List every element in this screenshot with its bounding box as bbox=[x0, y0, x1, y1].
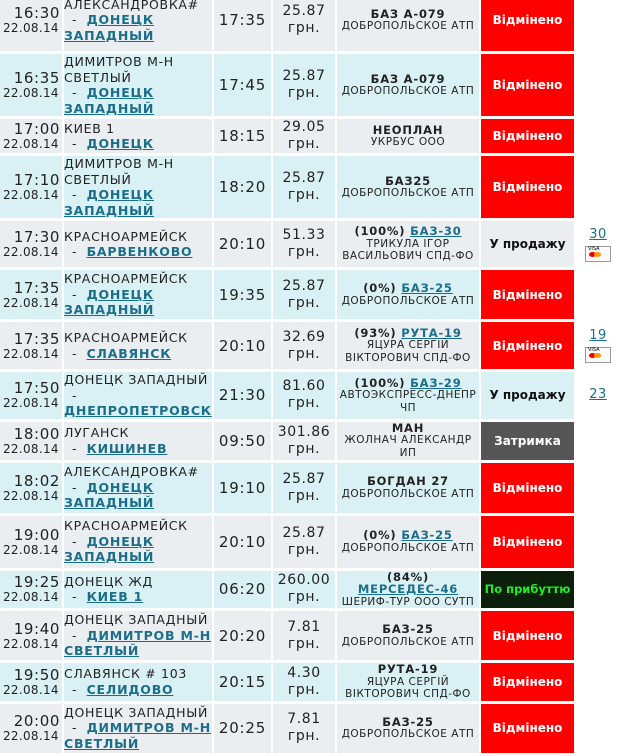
route-destination-link[interactable]: ДИМИТРОВ М-Н СВЕТЛЫЙ bbox=[64, 720, 211, 751]
extra-cell bbox=[576, 372, 620, 419]
table-row bbox=[0, 221, 620, 267]
arrival-time: 20:10 bbox=[214, 322, 273, 369]
bus-model-link[interactable]: БАЗ-29 bbox=[410, 375, 462, 390]
price-currency: грн. bbox=[287, 85, 321, 101]
price-cell bbox=[273, 372, 337, 419]
credit-card-icon[interactable] bbox=[585, 347, 611, 363]
price-cell bbox=[273, 663, 337, 701]
price-currency: грн. bbox=[287, 244, 321, 260]
table-row bbox=[0, 463, 620, 513]
carrier-name: ШЕРИФ-ТУР ООО СУТП bbox=[341, 595, 475, 608]
arrival-time: 20:10 bbox=[214, 516, 273, 568]
route-destination-link[interactable]: КИЕВ 1 bbox=[86, 589, 144, 605]
price-cell bbox=[273, 611, 337, 660]
route-cell: АЛЕКСАНДРОВКА# - ДОНЕЦК ЗАПАДНЫЙ bbox=[64, 0, 214, 51]
route-origin: КРАСНОАРМЕЙСК bbox=[64, 228, 188, 244]
bus-cell bbox=[337, 516, 481, 568]
price-value: 25.87 bbox=[282, 3, 326, 19]
bus-cell bbox=[337, 571, 481, 609]
route-destination-link[interactable]: ДИМИТРОВ М-Н СВЕТЛЫЙ bbox=[64, 627, 211, 659]
carrier-name: ЯЦУРА СЕРГІЙ ВІКТОРОВИЧ СПД-ФО bbox=[345, 339, 471, 364]
bus-cell bbox=[337, 611, 481, 660]
price-value: 25.87 bbox=[282, 277, 326, 294]
status-badge: У продажу bbox=[481, 221, 576, 267]
departure-date: 22.08.14 bbox=[3, 636, 59, 651]
departure-cell bbox=[0, 463, 64, 513]
departure-cell bbox=[0, 221, 64, 267]
status-badge: Відмінено bbox=[481, 516, 576, 568]
bus-cell bbox=[337, 704, 481, 753]
departure-date: 22.08.14 bbox=[3, 488, 59, 503]
departure-date: 22.08.14 bbox=[3, 137, 59, 151]
route-origin: ДИМИТРОВ М-Н СВЕТЛЫЙ bbox=[64, 156, 174, 187]
departure-date: 22.08.14 bbox=[3, 21, 59, 35]
route-cell: ДИМИТРОВ М-Н СВЕТЛЫЙ - ДОНЕЦК ЗАПАДНЫЙ bbox=[64, 156, 214, 218]
route-cell: КИЕВ 1 - ДОНЕЦК bbox=[64, 119, 214, 153]
status-badge: По прибуттю bbox=[481, 571, 576, 609]
route-destination-link[interactable]: ДОНЕЦК ЗАПАДНЫЙ bbox=[64, 85, 155, 116]
departure-time: 17:35 bbox=[13, 278, 60, 297]
departure-cell bbox=[0, 571, 64, 609]
extra-cell bbox=[576, 221, 620, 267]
route-origin: АЛЕКСАНДРОВКА# bbox=[64, 464, 199, 480]
extra-cell bbox=[576, 270, 620, 319]
price-currency: грн. bbox=[287, 294, 321, 311]
bus-model-link[interactable]: БАЗ-25 bbox=[401, 528, 453, 542]
bus-model: БАЗ-25 bbox=[382, 714, 434, 729]
arrival-time: 21:30 bbox=[214, 372, 273, 419]
price-cell bbox=[273, 156, 337, 218]
departure-cell bbox=[0, 663, 64, 701]
arrival-time: 06:20 bbox=[214, 571, 273, 609]
route-destination-link[interactable]: БАРВЕНКОВО bbox=[86, 244, 193, 259]
price-cell bbox=[273, 704, 337, 753]
status-badge: Затримка bbox=[481, 422, 576, 460]
price-currency: грн. bbox=[287, 681, 321, 698]
departure-date: 22.08.14 bbox=[3, 542, 59, 557]
carrier-name: ДОБРОПОЛЬСКОЕ АТП bbox=[341, 541, 475, 554]
seats-available-link[interactable]: 23 bbox=[589, 387, 607, 403]
departure-date: 22.08.14 bbox=[3, 86, 59, 100]
departure-cell bbox=[0, 270, 64, 319]
price-cell bbox=[273, 221, 337, 267]
price-currency: грн. bbox=[287, 187, 321, 203]
table-row bbox=[0, 422, 620, 460]
credit-card-icon[interactable] bbox=[585, 246, 611, 262]
price-currency: грн. bbox=[287, 395, 321, 412]
bus-cell bbox=[337, 119, 481, 153]
extra-cell bbox=[576, 119, 620, 153]
price-currency: грн. bbox=[287, 440, 321, 457]
bus-cell bbox=[337, 322, 481, 369]
departure-date: 22.08.14 bbox=[3, 396, 59, 411]
departure-cell bbox=[0, 372, 64, 419]
route-origin: ДИМИТРОВ М-Н СВЕТЛЫЙ bbox=[64, 54, 174, 85]
route-destination-link[interactable]: КИШИНЕВ bbox=[86, 440, 168, 456]
departure-date: 22.08.14 bbox=[3, 441, 59, 456]
seat-load: (84%) bbox=[386, 569, 430, 584]
extra-cell bbox=[576, 571, 620, 609]
price-value: 29.05 bbox=[282, 119, 326, 135]
table-row bbox=[0, 156, 620, 218]
bus-model-link[interactable]: БАЗ-25 bbox=[401, 281, 453, 295]
departure-date: 22.08.14 bbox=[3, 295, 59, 310]
route-cell: АЛЕКСАНДРОВКА# - ДОНЕЦК ЗАПАДНЫЙ bbox=[64, 463, 214, 513]
route-origin: КРАСНОАРМЕЙСК bbox=[64, 330, 188, 345]
card-icon-label: VISA bbox=[588, 347, 600, 353]
table-row bbox=[0, 372, 620, 419]
departure-time: 17:35 bbox=[13, 329, 60, 348]
route-cell: КРАСНОАРМЕЙСК - ДОНЕЦК ЗАПАДНЫЙ bbox=[64, 516, 214, 568]
carrier-name: ЖОЛНАЧ АЛЕКСАНДР ИП bbox=[344, 434, 472, 459]
route-destination-link[interactable]: ДНЕПРОПЕТРОВСК bbox=[64, 403, 212, 418]
departure-date: 22.08.14 bbox=[3, 245, 59, 259]
arrival-time: 17:45 bbox=[214, 54, 273, 116]
seats-available-link[interactable]: 19 bbox=[589, 328, 607, 343]
bus-cell bbox=[337, 156, 481, 218]
departure-time: 17:30 bbox=[13, 228, 60, 246]
status-badge: Відмінено bbox=[481, 322, 576, 369]
departure-time: 19:50 bbox=[13, 665, 60, 684]
bus-model: БАЗ25 bbox=[385, 173, 431, 188]
departure-date: 22.08.14 bbox=[3, 188, 59, 202]
departure-cell bbox=[0, 422, 64, 460]
extra-cell bbox=[576, 422, 620, 460]
table-row bbox=[0, 516, 620, 568]
carrier-name: ДОБРОПОЛЬСКОЕ АТП bbox=[341, 487, 475, 500]
price-value: 4.30 bbox=[287, 664, 321, 681]
departure-date: 22.08.14 bbox=[3, 590, 59, 605]
table-row bbox=[0, 611, 620, 660]
status-badge: У продажу bbox=[481, 372, 576, 419]
price-cell bbox=[273, 571, 337, 609]
route-cell: ДОНЕЦК ЗАПАДНЫЙ - ДИМИТРОВ М-Н СВЕТЛЫЙ bbox=[64, 611, 214, 660]
carrier-name: ТРИКУЛА ІГОР ВАСИЛЬОВИЧ СПД-ФО bbox=[342, 237, 474, 263]
price-currency: грн. bbox=[287, 728, 321, 744]
route-origin: ДОНЕЦК ЗАПАДНЫЙ bbox=[64, 612, 209, 628]
carrier-name: ДОБРОПОЛЬСКОЕ АТП bbox=[341, 294, 475, 307]
bus-cell bbox=[337, 663, 481, 701]
price-cell bbox=[273, 422, 337, 460]
route-origin: КРАСНОАРМЕЙСК bbox=[64, 271, 188, 287]
extra-cell bbox=[576, 611, 620, 660]
route-origin: СЛАВЯНСК # 103 bbox=[64, 666, 188, 682]
table-row bbox=[0, 54, 620, 116]
seats-available-link[interactable]: 30 bbox=[589, 226, 607, 242]
departure-cell bbox=[0, 156, 64, 218]
departure-cell bbox=[0, 54, 64, 116]
route-destination-link[interactable]: ДОНЕЦК ЗАПАДНЫЙ bbox=[64, 187, 155, 218]
price-value: 301.86 bbox=[277, 423, 331, 440]
price-value: 51.33 bbox=[282, 227, 326, 243]
arrival-time: 20:15 bbox=[214, 663, 273, 701]
extra-cell bbox=[576, 54, 620, 116]
bus-model-link[interactable]: РУТА-19 bbox=[401, 325, 462, 340]
seat-load: (93%) bbox=[354, 325, 397, 340]
seat-load: (0%) bbox=[363, 528, 397, 542]
card-icon-label: VISA bbox=[588, 245, 600, 252]
carrier-name: УКРБУС ООО bbox=[370, 136, 446, 148]
departure-cell bbox=[0, 119, 64, 153]
extra-cell bbox=[576, 0, 620, 51]
price-cell bbox=[273, 516, 337, 568]
departure-date: 22.08.14 bbox=[3, 682, 59, 697]
carrier-name: ДОБРОПОЛЬСКОЕ АТП bbox=[341, 187, 475, 199]
route-origin: КРАСНОАРМЕЙСК bbox=[64, 518, 188, 534]
price-currency: грн. bbox=[287, 487, 321, 504]
price-value: 25.87 bbox=[282, 68, 326, 84]
departure-time: 19:00 bbox=[13, 525, 60, 544]
route-origin: ЛУГАНСК bbox=[64, 425, 130, 440]
table-row bbox=[0, 0, 620, 51]
arrival-time: 20:10 bbox=[214, 221, 273, 267]
bus-cell bbox=[337, 0, 481, 51]
route-origin: АЛЕКСАНДРОВКА# bbox=[64, 0, 199, 12]
departure-cell bbox=[0, 516, 64, 568]
route-origin: ДОНЕЦК ЗАПАДНЫЙ bbox=[64, 372, 209, 387]
carrier-name: ДОБРОПОЛЬСКОЕ АТП bbox=[341, 20, 475, 32]
departure-cell bbox=[0, 322, 64, 369]
bus-model: БАЗ А-079 bbox=[370, 6, 446, 21]
route-cell: КРАСНОАРМЕЙСК - БАРВЕНКОВО bbox=[64, 221, 214, 267]
arrival-time: 20:20 bbox=[214, 611, 273, 660]
price-value: 7.81 bbox=[287, 711, 321, 727]
table-row bbox=[0, 119, 620, 153]
bus-cell bbox=[337, 372, 481, 419]
departure-time: 17:50 bbox=[13, 379, 60, 398]
departure-date: 22.08.14 bbox=[3, 346, 59, 361]
table-row bbox=[0, 270, 620, 319]
table-row bbox=[0, 322, 620, 369]
route-destination-link[interactable]: ДОНЕЦК ЗАПАДНЫЙ bbox=[64, 286, 155, 318]
route-origin: ДОНЕЦК ЖД bbox=[64, 573, 153, 589]
extra-cell bbox=[576, 704, 620, 753]
carrier-name: ДОБРОПОЛЬСКОЕ АТП bbox=[341, 728, 475, 740]
departure-cell bbox=[0, 704, 64, 753]
extra-cell bbox=[576, 516, 620, 568]
bus-model-link[interactable]: МЕРСЕДЕС-46 bbox=[357, 582, 459, 596]
bus-model: БАЗ-25 bbox=[382, 622, 434, 636]
route-cell: КРАСНОАРМЕЙСК - СЛАВЯНСК bbox=[64, 322, 214, 369]
departure-date: 22.08.14 bbox=[3, 729, 59, 743]
route-destination-link[interactable]: ДОНЕЦК ЗАПАДНЫЙ bbox=[64, 479, 155, 511]
arrival-time: 18:15 bbox=[214, 119, 273, 153]
bus-model: БАЗ А-079 bbox=[370, 71, 446, 86]
carrier-name: ДОБРОПОЛЬСКОЕ АТП bbox=[341, 85, 475, 97]
departure-time: 19:40 bbox=[13, 619, 60, 638]
seat-load: (100%) bbox=[354, 375, 406, 390]
route-cell: ДОНЕЦК ЖД - КИЕВ 1 bbox=[64, 571, 214, 609]
price-cell bbox=[273, 463, 337, 513]
departure-cell bbox=[0, 0, 64, 51]
carrier-name: ДОБРОПОЛЬСКОЕ АТП bbox=[341, 635, 475, 648]
bus-cell bbox=[337, 422, 481, 460]
departure-time: 17:10 bbox=[13, 171, 60, 189]
route-cell: ДОНЕЦК ЗАПАДНЫЙ - ДНЕПРОПЕТРОВСК bbox=[64, 372, 214, 419]
price-cell bbox=[273, 0, 337, 51]
seat-load: (100%) bbox=[354, 224, 406, 239]
arrival-time: 17:35 bbox=[214, 0, 273, 51]
price-currency: грн. bbox=[287, 589, 321, 606]
status-badge: Відмінено bbox=[481, 0, 576, 51]
arrival-time: 09:50 bbox=[214, 422, 273, 460]
status-badge: Відмінено bbox=[481, 611, 576, 660]
price-cell bbox=[273, 119, 337, 153]
departure-time: 17:00 bbox=[13, 120, 60, 138]
price-currency: грн. bbox=[287, 541, 321, 558]
price-currency: грн. bbox=[287, 635, 321, 652]
price-cell bbox=[273, 270, 337, 319]
route-cell: ЛУГАНСК - КИШИНЕВ bbox=[64, 422, 214, 460]
price-value: 7.81 bbox=[287, 618, 321, 635]
carrier-name: ЯЦУРА СЕРГІЙ ВІКТОРОВИЧ СПД-ФО bbox=[345, 675, 471, 700]
route-cell: СЛАВЯНСК # 103 - СЕЛИДОВО bbox=[64, 663, 214, 701]
price-currency: грн. bbox=[287, 345, 321, 362]
price-currency: грн. bbox=[287, 20, 321, 36]
extra-cell bbox=[576, 322, 620, 369]
departure-time: 20:00 bbox=[13, 712, 60, 730]
price-currency: грн. bbox=[287, 136, 321, 152]
departure-cell bbox=[0, 611, 64, 660]
table-row bbox=[0, 704, 620, 753]
price-value: 260.00 bbox=[277, 572, 331, 589]
route-destination-link[interactable]: ДОНЕЦК ЗАПАДНЫЙ bbox=[64, 12, 155, 43]
price-cell bbox=[273, 322, 337, 369]
extra-cell bbox=[576, 663, 620, 701]
arrival-time: 19:35 bbox=[214, 270, 273, 319]
route-destination-link[interactable]: ДОНЕЦК bbox=[86, 136, 154, 151]
route-origin: ДОНЕЦК ЗАПАДНЫЙ bbox=[64, 704, 209, 720]
route-cell: КРАСНОАРМЕЙСК - ДОНЕЦК ЗАПАДНЫЙ bbox=[64, 270, 214, 319]
seat-load: (0%) bbox=[363, 281, 397, 295]
route-destination-link[interactable]: ДОНЕЦК ЗАПАДНЫЙ bbox=[64, 533, 155, 565]
price-value: 25.87 bbox=[282, 170, 326, 186]
status-badge: Відмінено bbox=[481, 704, 576, 753]
departure-time: 18:02 bbox=[13, 471, 60, 490]
status-badge: Відмінено bbox=[481, 270, 576, 319]
table-row bbox=[0, 663, 620, 701]
status-badge: Відмінено bbox=[481, 54, 576, 116]
price-value: 25.87 bbox=[282, 470, 326, 487]
arrival-time: 19:10 bbox=[214, 463, 273, 513]
price-cell bbox=[273, 54, 337, 116]
bus-cell bbox=[337, 54, 481, 116]
departure-time: 16:30 bbox=[13, 4, 60, 22]
status-badge: Відмінено bbox=[481, 463, 576, 513]
route-destination-link[interactable]: СЛАВЯНСК bbox=[86, 345, 172, 361]
status-badge: Відмінено bbox=[481, 663, 576, 701]
bus-model: МАН bbox=[391, 420, 425, 435]
route-cell: ДИМИТРОВ М-Н СВЕТЛЫЙ - ДОНЕЦК ЗАПАДНЫЙ bbox=[64, 54, 214, 116]
departure-time: 19:25 bbox=[13, 573, 60, 592]
bus-cell bbox=[337, 221, 481, 267]
bus-cell bbox=[337, 270, 481, 319]
extra-cell bbox=[576, 156, 620, 218]
route-destination-link[interactable]: СЕЛИДОВО bbox=[86, 681, 174, 697]
arrival-time: 20:25 bbox=[214, 704, 273, 753]
bus-model: РУТА-19 bbox=[377, 662, 439, 676]
carrier-name: АВТОЭКСПРЕСС-ДНЕПР ЧП bbox=[339, 389, 477, 414]
status-badge: Відмінено bbox=[481, 156, 576, 218]
bus-model: БОГДАН 27 bbox=[367, 474, 449, 488]
route-cell: ДОНЕЦК ЗАПАДНЫЙ - ДИМИТРОВ М-Н СВЕТЛЫЙ bbox=[64, 704, 214, 753]
price-value: 32.69 bbox=[282, 328, 326, 345]
bus-cell bbox=[337, 463, 481, 513]
status-badge: Відмінено bbox=[481, 119, 576, 153]
price-value: 81.60 bbox=[282, 378, 326, 395]
departure-time: 16:35 bbox=[13, 69, 60, 87]
bus-model-link[interactable]: БАЗ-30 bbox=[410, 224, 462, 239]
arrival-time: 18:20 bbox=[214, 156, 273, 218]
table-row bbox=[0, 571, 620, 609]
price-value: 25.87 bbox=[282, 524, 326, 541]
departure-time: 18:00 bbox=[13, 424, 60, 443]
route-origin: КИЕВ 1 bbox=[64, 120, 115, 136]
extra-cell bbox=[576, 463, 620, 513]
bus-model: НЕОПЛАН bbox=[372, 122, 444, 137]
